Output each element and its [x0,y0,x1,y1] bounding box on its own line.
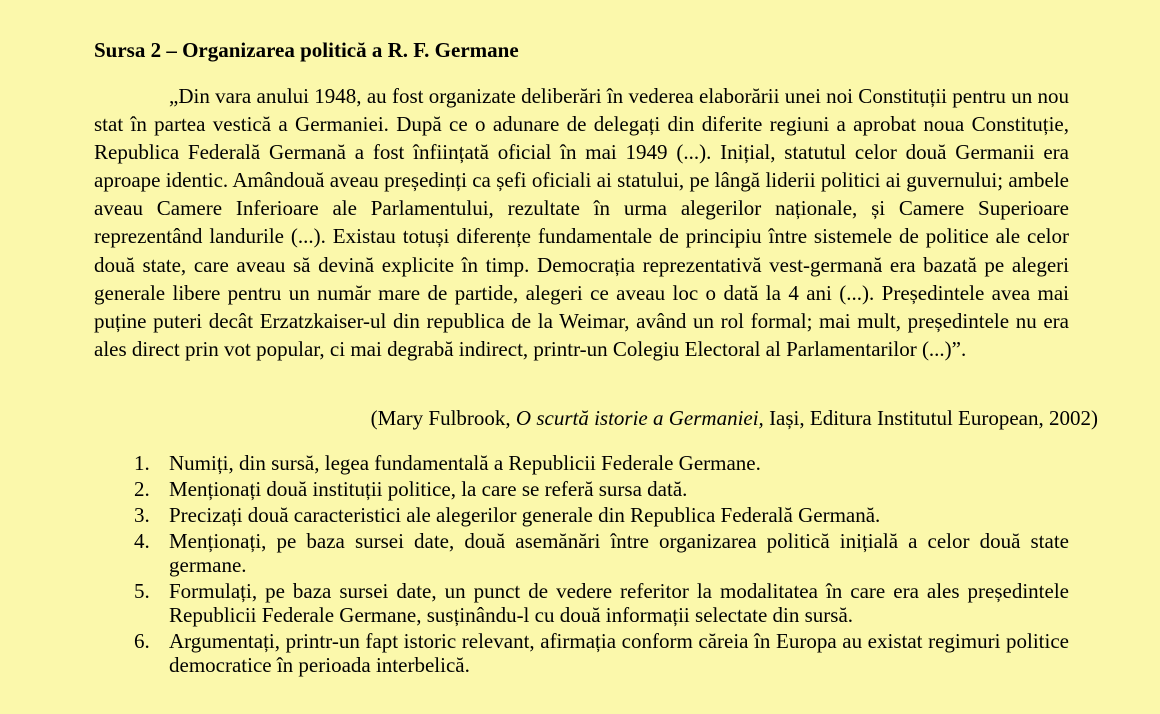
question-number: 4. [134,529,150,553]
question-item [94,629,1069,677]
citation-book-title: O scurtă istorie a Germaniei, [515,406,764,430]
question-number: 1. [134,451,150,475]
question-text: Formulați, pe baza sursei date, un punct de vedere referitor la modalitatea în care era ales președintele Republicii Federale Germane, susținându-l cu două informații selectate din sursă. [169,579,1069,627]
question-text: Precizați două caracteristici ale alegerilor generale din Republica Federală Germană. [169,503,881,527]
question-item [94,477,1069,501]
citation-author: (Mary Fulbrook, [370,406,516,430]
question-text: Menționați, pe baza sursei date, două asemănări între organizarea politică inițială a celor două state germane. [169,529,1069,577]
question-number: 6. [134,629,150,653]
question-text: Menționați două instituții politice, la care se referă sursa dată. [169,477,688,501]
question-text: Argumentați, printr-un fapt istoric relevant, afirmația conform căreia în Europa au existat regimuri politice democratice în perioada interbelică. [169,629,1069,677]
question-item [94,579,1069,627]
question-item [94,529,1069,577]
question-number: 3. [134,503,150,527]
question-number: 5. [134,579,150,603]
source-quote: „Din vara anului 1948, au fost organizate deliberări în vederea elaborării unei noi Constituții pentru un nou stat în partea vestică a Germaniei. După ce o adunare de delegați din diferite regiuni a aprobat noua Constituție, Republica Federală Germană a fost înființată oficial în mai 1949 (...). Inițial, statutul celor două Germanii era aproape identic. Amândouă aveau președinți ca șefi oficiali ai statului, pe lângă liderii politici ai guvernului; ambele aveau Camere Inferioare ale Parlamentului, rezultate în urma alegerilor naționale, și Camere Superioare reprezentând landurile (...). Existau totuși diferențe fundamentale de principiu între sistemele de politice ale celor două state, care aveau să devină explicite în timp. Democrația reprezentativă vest-germană era bazată pe alegeri generale libere pentru un număr mare de partide, alegeri ce aveau loc o dată la 4 ani (...). Președintele avea mai puține puteri decât Erzatzkaiser-ul din republica de la Weimar, având un rol formal; mai mult, președintele nu era ales direct prin vot popular, ci mai degrabă indirect, printr-un Colegiu Electoral al Parlamentarilor (...)”. [94,84,1069,361]
questions-list [94,451,1069,679]
source-citation [371,404,1098,432]
question-number: 2. [134,477,150,501]
source-heading [94,36,519,64]
citation-publisher: Iași, Editura Institutul European, 2002) [763,406,1098,430]
question-text: Numiți, din sursă, legea fundamentală a Republicii Federale Germane. [169,451,761,475]
question-item [94,451,1069,475]
source-heading-title: Sursa 2 – Organizarea politică a R. F. Germane [94,38,519,62]
question-item [94,503,1069,527]
